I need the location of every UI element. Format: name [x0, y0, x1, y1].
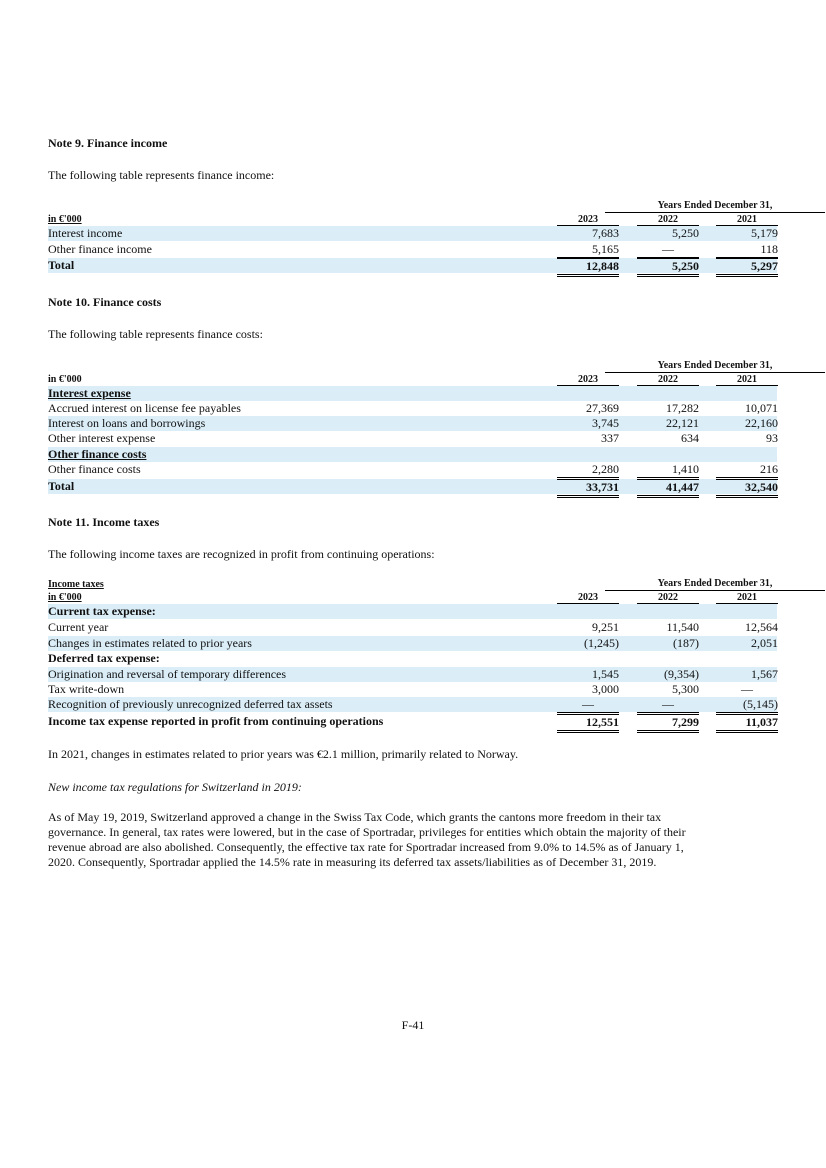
value-2021: 5,297 — [716, 258, 778, 277]
section-row — [48, 386, 777, 401]
section-label: Other finance costs — [48, 447, 147, 461]
note9-heading: Note 9. Finance income — [48, 136, 168, 150]
table-row — [48, 636, 777, 651]
year-2022-header: 2022 — [637, 214, 699, 226]
row-label: Recognition of previously unrecognized deferred tax assets — [48, 697, 333, 711]
value-2021: 5,179 — [751, 226, 778, 240]
paragraph-line: As of May 19, 2019, Switzerland approved a change in the Swiss Tax Code, which grants the cantons more freedom in their tax — [48, 810, 662, 824]
year-2023-header: 2023 — [557, 374, 619, 386]
total-row — [48, 714, 777, 729]
value-2021: 32,540 — [716, 479, 778, 498]
value-2023: 3,745 — [592, 416, 619, 430]
value-2023: 3,000 — [592, 682, 619, 696]
column-header-row — [48, 214, 777, 226]
value-2022: — — [637, 242, 699, 258]
table-row — [48, 697, 777, 712]
paragraph-line: governance. In general, tax rates were lowered, but in the case of Sportradar, privileges for entities which obtain the majority of their — [48, 825, 686, 839]
value-2023: 7,683 — [592, 226, 619, 240]
note11-intro: The following income taxes are recognized in profit from continuing operations: — [48, 547, 435, 561]
value-2021: 93 — [766, 431, 778, 445]
value-2021: (5,145) — [716, 697, 778, 713]
unit-label: in €'000 — [48, 374, 82, 385]
value-2023: 27,369 — [586, 401, 619, 415]
table-row — [48, 431, 777, 446]
table-title: Income taxes — [48, 579, 104, 590]
value-2021: 216 — [716, 462, 778, 478]
section-row — [48, 651, 777, 666]
row-label: Tax write-down — [48, 682, 125, 696]
row-label: Interest on loans and borrowings — [48, 416, 206, 430]
table-row — [48, 620, 777, 635]
unit-label: in €'000 — [48, 592, 82, 603]
row-label: Other finance income — [48, 242, 152, 256]
total-row — [48, 479, 777, 494]
row-label: Other interest expense — [48, 431, 156, 445]
section-label: Interest expense — [48, 386, 131, 400]
value-2021: 11,037 — [716, 714, 778, 733]
value-2021: — — [741, 682, 753, 696]
table-row — [48, 226, 777, 241]
note10-heading: Note 10. Finance costs — [48, 295, 162, 309]
row-label: Accrued interest on license fee payables — [48, 401, 241, 415]
year-2023-header: 2023 — [557, 214, 619, 226]
value-2023: 12,848 — [557, 258, 619, 277]
year-2022-header: 2022 — [637, 374, 699, 386]
value-2023: 33,731 — [557, 479, 619, 498]
row-label: Origination and reversal of temporary differences — [48, 667, 287, 681]
income-taxes-table — [48, 578, 777, 734]
row-label: Interest income — [48, 226, 123, 240]
row-label: Total — [48, 258, 75, 272]
section-row — [48, 604, 777, 619]
value-2022: 11,540 — [666, 620, 699, 634]
value-2022: — — [637, 697, 699, 713]
year-2021-header: 2021 — [716, 214, 778, 226]
value-2022: 17,282 — [666, 401, 699, 415]
value-2023: 1,545 — [592, 667, 619, 681]
value-2022: 5,300 — [672, 682, 699, 696]
years-header: Years Ended December 31, — [657, 360, 773, 371]
row-label: Other finance costs — [48, 462, 141, 476]
value-2023: 337 — [601, 431, 619, 445]
switzerland-subheading: New income tax regulations for Switzerland in 2019: — [48, 780, 302, 794]
value-2021: 12,564 — [745, 620, 778, 634]
total-row — [48, 258, 777, 273]
years-header-rule — [605, 590, 825, 591]
years-header: Years Ended December 31, — [657, 578, 773, 589]
paragraph-line: revenue abroad are also abolished. Consequently, the effective tax rate for Sportradar increased from 9.0% to 14.5% as of January 1, — [48, 840, 684, 854]
value-2022: 7,299 — [637, 714, 699, 733]
table-row — [48, 416, 777, 431]
table-row — [48, 401, 777, 416]
year-2022-header: 2022 — [637, 592, 699, 604]
value-2022: 1,410 — [637, 462, 699, 478]
value-2023: 12,551 — [557, 714, 619, 733]
table-row — [48, 462, 777, 477]
value-2021: 10,071 — [745, 401, 778, 415]
value-2023: 5,165 — [557, 242, 619, 258]
value-2022: 22,121 — [666, 416, 699, 430]
years-header: Years Ended December 31, — [657, 200, 773, 211]
value-2021: 2,051 — [751, 636, 778, 650]
table-row — [48, 682, 777, 697]
year-2021-header: 2021 — [716, 374, 778, 386]
value-2023: 2,280 — [557, 462, 619, 478]
value-2021: 22,160 — [745, 416, 778, 430]
row-label: Changes in estimates related to prior years — [48, 636, 252, 650]
years-header-rule — [605, 212, 825, 213]
value-2023: 9,251 — [592, 620, 619, 634]
value-2021: 118 — [716, 242, 778, 258]
column-header-row — [48, 374, 777, 386]
switzerland-paragraph — [48, 810, 788, 870]
section-label: Deferred tax expense: — [48, 651, 160, 665]
row-label: Total — [48, 479, 75, 493]
note11-heading: Note 11. Income taxes — [48, 515, 160, 529]
value-2022: 634 — [681, 431, 699, 445]
column-header-row — [48, 592, 777, 604]
finance-costs-table — [48, 360, 777, 498]
finance-income-table — [48, 200, 777, 276]
value-2022: (187) — [673, 636, 699, 650]
unit-label: in €'000 — [48, 214, 82, 225]
section-label: Current tax expense: — [48, 604, 156, 618]
value-2023: — — [557, 697, 619, 713]
table-row — [48, 667, 777, 682]
value-2021: 1,567 — [751, 667, 778, 681]
page-number: F-41 — [401, 1018, 425, 1032]
value-2023: (1,245) — [584, 636, 619, 650]
year-2023-header: 2023 — [557, 592, 619, 604]
row-label: Current year — [48, 620, 109, 634]
value-2022: 41,447 — [637, 479, 699, 498]
value-2022: (9,354) — [664, 667, 699, 681]
value-2022: 5,250 — [672, 226, 699, 240]
note-2021-text: In 2021, changes in estimates related to prior years was €2.1 million, primarily related to Norway. — [48, 747, 519, 761]
table-row — [48, 242, 777, 257]
year-2021-header: 2021 — [716, 592, 778, 604]
note10-intro: The following table represents finance costs: — [48, 327, 263, 341]
row-label: Income tax expense reported in profit from continuing operations — [48, 714, 384, 728]
value-2022: 5,250 — [637, 258, 699, 277]
years-header-rule — [605, 372, 825, 373]
note9-intro: The following table represents finance income: — [48, 168, 275, 182]
paragraph-line: 2020. Consequently, Sportradar applied the 14.5% rate in measuring its deferred tax assets/liabilities as of December 31, 2019. — [48, 855, 657, 869]
section-row — [48, 447, 777, 462]
